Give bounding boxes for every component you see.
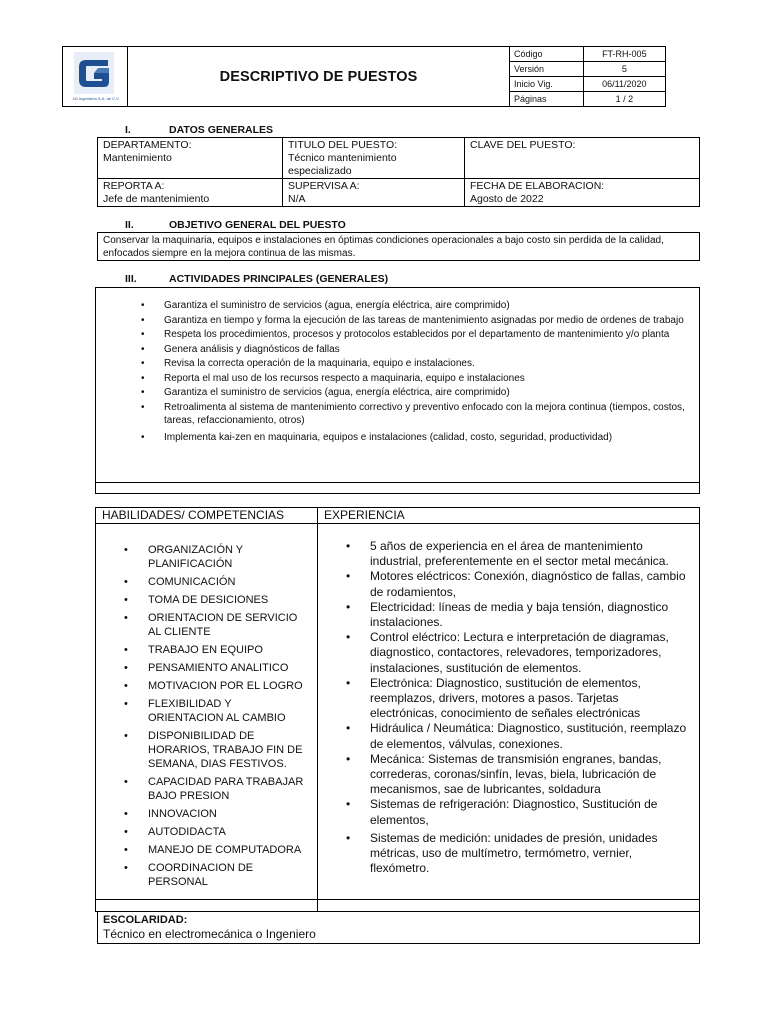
departamento-cell: DEPARTAMENTO: Mantenimiento <box>97 137 283 179</box>
bullet-icon: • <box>141 358 145 369</box>
bullet-icon: • <box>346 569 351 584</box>
meta-value: 5 <box>583 62 665 77</box>
bullet-icon: • <box>141 343 145 355</box>
experience-header: EXPERIENCIA <box>317 507 700 524</box>
bullet-icon: • <box>124 826 128 838</box>
list-item: • DISPONIBILIDAD DE HORARIOS, TRABAJO FIN DE SEMANA, DIAS FESTIVOS. <box>124 730 303 770</box>
company-logo-icon <box>74 52 114 94</box>
bullet-icon: • <box>124 776 128 788</box>
list-item: • INNOVACION <box>124 808 217 820</box>
list-item: • Retroalimenta al sistema de mantenimiento correctivo y preventivo enfocado con la mejora continua (tiempos, costos, tareas, refaccionamiento, otros) <box>141 401 685 426</box>
section-heading-datos-generales: I. DATOS GENERALES <box>125 124 274 136</box>
document-title: DESCRIPTIVO DE PUESTOS <box>127 46 510 107</box>
escolaridad-value: Técnico en electromecánica o Ingeniero <box>103 927 316 941</box>
list-item: • AUTODIDACTA <box>124 826 226 838</box>
list-item: • Respeta los procedimientos, procesos y protocolos establecidos por el departamento de mantenimiento y/o planta <box>141 329 670 340</box>
list-item: • Hidráulica / Neumática: Diagnostico, sustitución, reemplazo de elementos, válvulas, conexiones. <box>346 721 687 751</box>
list-item: • TRABAJO EN EQUIPO <box>124 644 263 656</box>
list-item: • MANEJO DE COMPUTADORA <box>124 844 302 856</box>
titulo-puesto-cell: TITULO DEL PUESTO: Técnico mantenimiento especializado <box>282 137 465 179</box>
bullet-icon: • <box>346 539 351 553</box>
list-item: • Sistemas de refrigeración: Diagnostico, Sustitución de elementos, <box>346 797 658 827</box>
skills-header: HABILIDADES/ COMPETENCIAS <box>95 507 318 524</box>
list-item: • Genera análisis y diagnósticos de fallas <box>141 343 340 355</box>
meta-label: Código <box>510 47 584 62</box>
supervisa-cell: SUPERVISA A: N/A <box>282 178 465 207</box>
bullet-icon: • <box>124 576 128 588</box>
list-item: • Garantiza el suministro de servicios (agua, energía eléctrica, aire comprimido) <box>141 300 510 311</box>
bullet-icon: • <box>141 401 145 413</box>
list-item: • Implementa kai-zen en maquinaria, equipos e instalaciones (calidad, costo, seguridad, productividad) <box>141 431 613 443</box>
bullet-icon: • <box>124 662 128 674</box>
logo-cell <box>62 46 128 107</box>
list-item: • ORGANIZACIÓN Y PLANIFICACIÓN <box>124 544 243 570</box>
section-heading-objetivo: II. OBJETIVO GENERAL DEL PUESTO <box>125 219 346 231</box>
meta-label: Páginas <box>510 92 584 107</box>
escolaridad-label: ESCOLARIDAD: <box>103 914 188 926</box>
section-heading-actividades: III. ACTIVIDADES PRINCIPALES (GENERALES) <box>125 273 389 285</box>
bullet-icon: • <box>124 594 128 606</box>
escolaridad-cell <box>97 911 700 944</box>
meta-value: FT-RH-005 <box>583 47 665 62</box>
list-item: • FLEXIBILIDAD Y ORIENTACION AL CAMBIO <box>124 698 286 724</box>
bullet-icon: • <box>124 544 128 556</box>
list-item: • Sistemas de medición: unidades de presión, unidades métricas, uso de multímetro, termómetro, vernier, flexómetro. <box>346 830 658 876</box>
bullet-icon: • <box>124 644 128 656</box>
bullet-icon: • <box>124 730 128 742</box>
bullet-icon: • <box>346 797 351 812</box>
meta-row-inicio <box>510 77 666 92</box>
experience-list <box>318 539 687 876</box>
list-item: • Electrónica: Diagnostico, sustitución de elementos, reemplazos, drivers, motores a pasos. Tarjetas electrónicas, conocimiento de señales electrónicas <box>346 675 641 721</box>
bullet-icon: • <box>141 387 145 398</box>
list-item: • Mecánica: Sistemas de transmisión engranes, bandas, correderas, coronas/sinfín, levas, biela, lubricación de mecanismos, sae de lubricantes, soldadura <box>346 751 662 797</box>
bullet-icon: • <box>141 329 145 340</box>
bullet-icon: • <box>346 675 351 690</box>
bullet-icon: • <box>141 372 145 384</box>
meta-label: Inicio Vig. <box>510 77 584 92</box>
actividades-list <box>112 299 685 444</box>
bullet-icon: • <box>124 698 128 710</box>
bullet-icon: • <box>346 721 351 736</box>
bullet-icon: • <box>124 844 128 856</box>
list-item: • ORIENTACION DE SERVICIO AL CLIENTE <box>124 612 298 638</box>
actividades-box <box>95 287 700 483</box>
actividades-footer-row <box>95 482 700 494</box>
bullet-icon: • <box>346 751 351 766</box>
list-item: • Control eléctrico: Lectura e interpretación de diagramas, diagnostico, contactores, relevadores, temporizadores, instalaciones, sustitución de elementos. <box>346 630 669 675</box>
meta-value: 1 / 2 <box>583 92 665 107</box>
bullet-icon: • <box>124 808 128 820</box>
bullet-icon: • <box>346 830 351 845</box>
list-item: • Garantiza en tiempo y forma la ejecución de las tareas de mantenimiento asignadas por medio de ordenes de trabajo <box>141 314 684 326</box>
logo-caption: 4G Ingeniería S.A. de C.V. <box>72 96 120 101</box>
meta-row-version <box>510 62 666 77</box>
meta-row-paginas <box>510 92 666 107</box>
list-item: • Electricidad: líneas de media y baja tensión, diagnostico instalaciones. <box>346 599 669 630</box>
list-item: • COORDINACION DE PERSONAL <box>124 862 254 888</box>
bullet-icon: • <box>141 431 145 443</box>
fecha-elaboracion-cell: FECHA DE ELABORACION: Agosto de 2022 <box>464 178 700 207</box>
list-item: • TOMA DE DESICIONES <box>124 594 269 606</box>
document-meta-table <box>509 46 666 107</box>
reporta-cell: REPORTA A: Jefe de mantenimiento <box>97 178 283 207</box>
objetivo-text-cell: Conservar la maquinaria, equipos e instalaciones en óptimas condiciones operacionales a bajo costo sin perdida de la calidad, enfocados siempre en la mejora continua de las mismas. <box>97 232 700 261</box>
experience-cell <box>317 523 700 900</box>
clave-puesto-cell: CLAVE DEL PUESTO: <box>464 137 700 179</box>
bullet-icon: • <box>124 612 128 624</box>
list-item: • Revisa la correcta operación de la maquinaria, equipo e instalaciones. <box>141 358 475 369</box>
list-item: • Motores eléctricos: Conexión, diagnóstico de fallas, cambio de rodamientos, <box>346 569 686 599</box>
list-item: • Reporta el mal uso de los recursos respecto a maquinaria, equipo e instalaciones <box>141 372 525 384</box>
list-item: • 5 años de experiencia en el área de mantenimiento industrial, preferentemente en el sector metal mecánica. <box>346 539 669 569</box>
meta-row-codigo <box>510 47 666 62</box>
skills-list <box>96 543 309 889</box>
list-item: • COMUNICACIÓN <box>124 576 236 588</box>
bullet-icon: • <box>124 862 128 874</box>
bullet-icon: • <box>346 630 351 645</box>
list-item: • PENSAMIENTO ANALITICO <box>124 662 289 674</box>
list-item: • CAPACIDAD PARA TRABAJAR BAJO PRESION <box>124 776 304 802</box>
bullet-icon: • <box>141 300 145 311</box>
bullet-icon: • <box>124 680 128 692</box>
list-item: • MOTIVACION POR EL LOGRO <box>124 680 303 692</box>
bullet-icon: • <box>346 599 351 614</box>
skills-cell <box>95 523 318 900</box>
meta-value: 06/11/2020 <box>583 77 665 92</box>
bullet-icon: • <box>141 314 145 326</box>
meta-label: Versión <box>510 62 584 77</box>
list-item: • Garantiza el suministro de servicios (agua, energía eléctrica, aire comprimido) <box>141 387 510 398</box>
